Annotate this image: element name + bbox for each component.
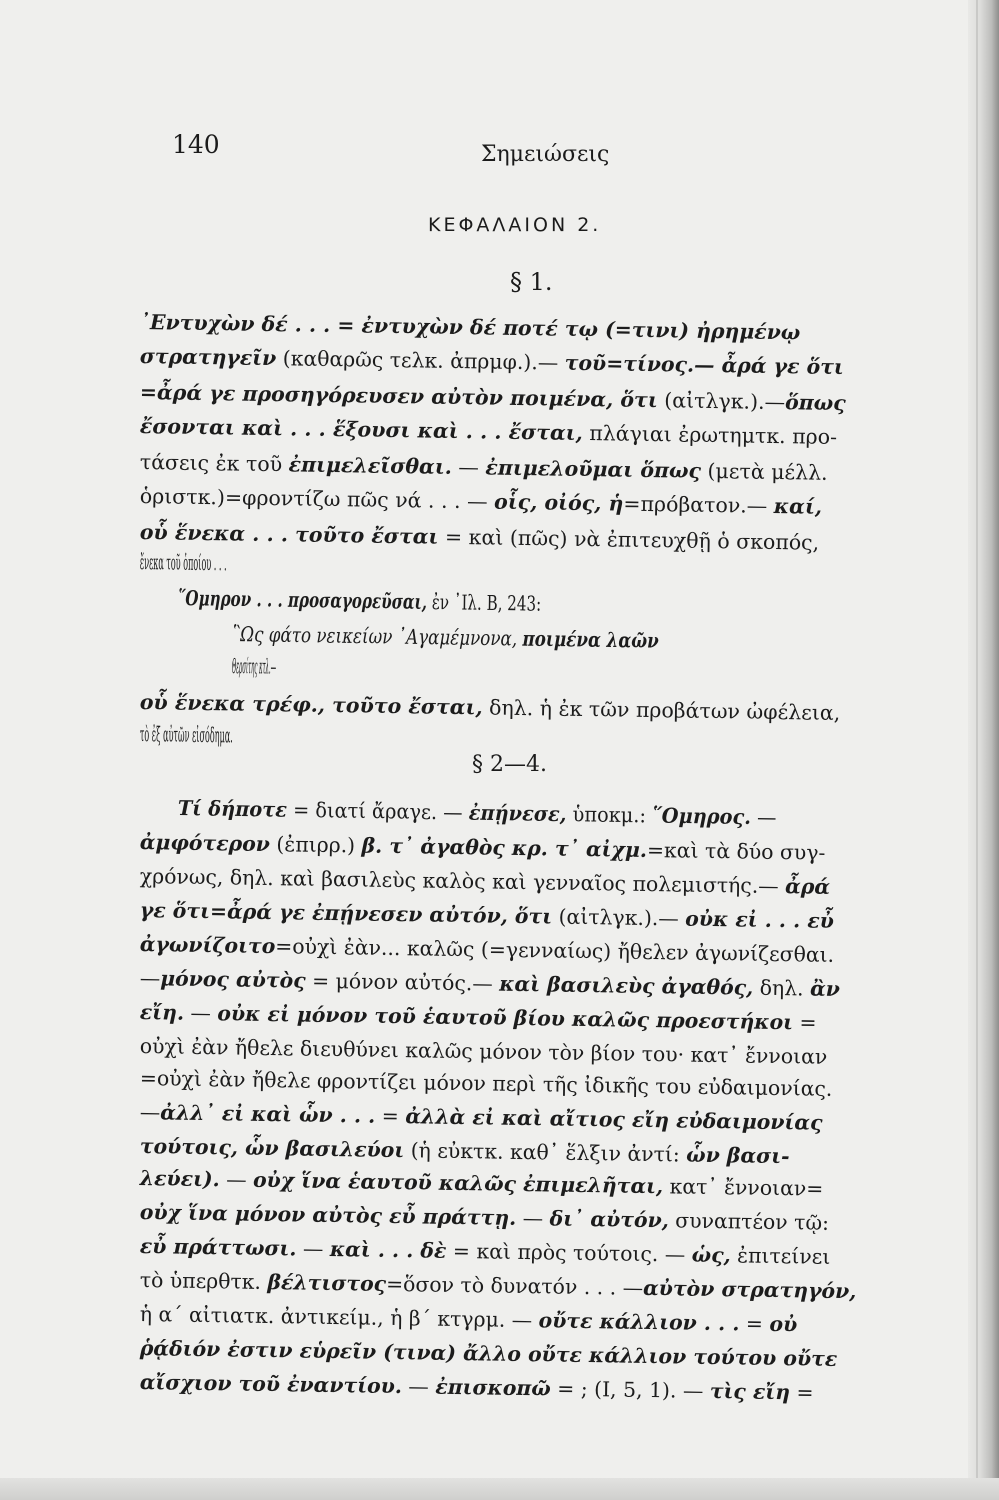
- quoted-verse: ῝Ως φάτο νεικείων ᾿Αγαμέμνονα,: [231, 622, 523, 651]
- text-line: [178, 588, 738, 617]
- bold-lemma: αἴσχιον τοῦ ἐναντίου.: [139, 1370, 403, 1399]
- bold-lemma: οἷς, οἰός, ἡ: [493, 489, 624, 516]
- bold-lemma: =ἆρά γε προσηγόρευσεν αὐτὸν ποιμένα, ὅτι: [139, 380, 658, 413]
- bold-lemma: δι᾿ αὐτόν,: [549, 1206, 669, 1233]
- text-line: [140, 1068, 896, 1100]
- note-text: οὐχὶ ἐὰν ἤθελε διευθύνει καλῶς μόνον τὸν βίον του· κατ᾿ ἔννοιαν: [139, 1034, 828, 1069]
- note-text: συναπτέον τῷ:: [668, 1208, 830, 1235]
- running-head: Σημειώσεις: [481, 142, 610, 167]
- quoted-verse: Θερσίτης κτλ.: [231, 654, 271, 679]
- note-text: (ἐπιρρ.): [269, 832, 362, 858]
- note-text: κατ᾿ ἔννοιαν=: [662, 1174, 824, 1201]
- text-line: [140, 552, 440, 577]
- note-text: τὸ ἐξ αὐτῶν εἰσόδημα.: [139, 722, 234, 748]
- note-text: —: [296, 1236, 331, 1261]
- note-text: ἐν ᾿Ιλ. Β, 243:: [426, 589, 542, 616]
- text-line: [140, 1036, 896, 1068]
- note-text: =πρόβατον.—: [623, 491, 774, 518]
- text-line: [140, 1002, 896, 1034]
- text-line: [178, 798, 894, 830]
- bold-lemma: καὶ . . . δὲ: [329, 1236, 447, 1263]
- text-line: [140, 1270, 896, 1302]
- bold-lemma: ἀμφότερον: [139, 830, 271, 857]
- note-text: δηλ. ἡ ἐκ τῶν προβάτων ὠφέλεια,: [482, 695, 841, 725]
- bold-lemma: οὐχ ἵνα μόνον αὐτὸς εὖ πράττῃ.: [139, 1200, 517, 1230]
- text-line: [140, 522, 900, 554]
- text-line: [140, 724, 440, 749]
- note-text: =ὅσον τὸ δυνατόν . . . —: [385, 1271, 644, 1300]
- note-text: τάσεις ἐκ τοῦ: [139, 450, 289, 477]
- bold-lemma: οὔτε κάλλιον . . .: [538, 1308, 740, 1336]
- note-text: = μόνον αὐτός.—: [305, 968, 500, 996]
- note-text: = καὶ (πῶς) νὰ ἐπιτευχθῇ ὁ σκοπός,: [438, 524, 820, 555]
- bold-lemma: οὗ ἕνεκα . . . τοῦτο ἔσται: [139, 520, 439, 549]
- bold-lemma: οὗ ἕνεκα τρέφ., τοῦτο ἔσται,: [139, 690, 483, 720]
- bold-lemma: ἐπιμελεῖσθαι.: [288, 452, 453, 479]
- bold-lemma: γε ὅτι=ἆρά γε ἐπῄνεσεν αὐτόν, ὅτι: [139, 898, 553, 929]
- note-text: —: [451, 454, 486, 480]
- note-text: ὁριστκ.)=φροντίζω πῶς νά . . . —: [139, 484, 495, 514]
- text-line: [140, 1304, 896, 1336]
- bold-lemma: αὐτὸν στρατηγόν,: [642, 1275, 857, 1304]
- bold-lemma: β. τ᾿ ἀγαθὸς κρ. τ᾿ αἰχμ.: [361, 833, 648, 862]
- note-text: —: [139, 1100, 161, 1125]
- note-text: (αἰτλγκ.).—: [551, 904, 686, 931]
- note-text: (μετὰ μέλλ.: [700, 458, 828, 485]
- bold-lemma: Τί δήποτε: [177, 796, 288, 822]
- note-text: —: [183, 1000, 218, 1026]
- note-text: =: [375, 1103, 406, 1129]
- text-line: [140, 968, 896, 1000]
- bold-lemma: στρατηγεῖν: [139, 344, 277, 371]
- note-text: =οὐχὶ ἐὰν... καλῶς (=γενναίως) ἤθελεν ἀγωνίζεσθαι.: [275, 934, 835, 967]
- bold-lemma: ἐπιμελοῦμαι ὅπως: [485, 455, 702, 483]
- bold-lemma: ἂν: [809, 976, 841, 1001]
- note-text: —: [401, 1374, 436, 1399]
- bold-lemma: οὐκ εἰ . . . εὖ: [685, 906, 835, 933]
- text-line: [140, 1202, 896, 1234]
- note-text: =: [792, 1010, 817, 1035]
- note-text: (αἰτλγκ.).—: [657, 388, 786, 415]
- bold-lemma: βέλτιστος: [267, 1270, 387, 1296]
- note-text: χρόνως, δηλ. καὶ βασιλεὺς καλὸς καὶ γενναῖος πολεμιστής.—: [139, 864, 786, 899]
- text-line: [140, 866, 896, 898]
- bold-lemma: ἆρά: [784, 874, 831, 899]
- text-line: [140, 312, 896, 344]
- page-number: 140: [172, 130, 220, 159]
- text-line: [140, 832, 896, 864]
- note-text: ἐπιτείνει: [730, 1243, 831, 1269]
- bold-lemma: ἀλλὰ εἰ καὶ αἴτιος εἴη εὐδαιμονίας: [405, 1104, 823, 1135]
- chapter-heading: ΚΕΦΑΛΑΙΟΝ 2.: [428, 214, 602, 236]
- bold-lemma: οὐχ ἵνα ἑαυτοῦ καλῶς ἐπιμελῆται,: [252, 1167, 664, 1199]
- note-text: =καὶ τὰ δύο συγ-: [646, 837, 826, 865]
- section-heading-2-4: § 2—4.: [472, 752, 547, 777]
- bold-lemma: ἔσονται καὶ . . . ἕξουσι καὶ . . . ἔσται,: [139, 414, 583, 445]
- note-text: ἡ α´ αἰτιατκ. ἀντικείμ., ἡ β´ κτγρμ. —: [139, 1302, 539, 1333]
- text-line: [140, 934, 896, 966]
- bold-lemma: μόνος αὐτὸς: [160, 966, 306, 993]
- bold-lemma: ῞Ομηρος.: [651, 803, 752, 830]
- note-text: —: [270, 654, 277, 679]
- bold-lemma: εἴη.: [139, 1000, 185, 1025]
- note-text: —: [219, 1167, 254, 1192]
- note-text: =: [789, 1380, 814, 1405]
- note-text: (ἡ εὐκτκ. καθ᾿ ἕλξιν ἀντί:: [404, 1138, 687, 1167]
- text-line: [140, 452, 900, 484]
- note-text: τὸ ὑπερθτκ.: [139, 1268, 268, 1295]
- note-text: —: [139, 966, 161, 991]
- bold-lemma: ἐπισκοπῶ: [435, 1374, 551, 1401]
- bold-lemma: ᾿Εντυχὼν δέ . . . = ἐντυχὼν δέ ποτέ τῳ (=τινι) ἠρημένῳ: [139, 310, 801, 345]
- bold-lemma: καὶ βασιλεὺς ἀγαθός,: [499, 971, 754, 1000]
- text-line: [140, 1236, 896, 1268]
- section-heading-1: § 1.: [510, 268, 553, 296]
- bold-lemma: λεύει).: [139, 1166, 220, 1192]
- bold-lemma: τοῦ=τίνος.— ἆρά γε ὅτι: [564, 350, 844, 380]
- text-line: [140, 1102, 896, 1134]
- note-text: —: [750, 805, 777, 830]
- bold-lemma: ὡς,: [691, 1242, 731, 1268]
- text-line: [140, 900, 896, 932]
- note-text: ἕνεκα τοῦ ὁποίου . . .: [139, 550, 227, 576]
- text-line: [140, 486, 900, 518]
- note-text: =οὐχὶ ἐὰν ἤθελε φροντίζει μόνον περὶ τῆς ἰδικῆς του εὐδαιμονίας.: [139, 1066, 833, 1101]
- text-line: [140, 692, 900, 724]
- text-line: [140, 1338, 896, 1370]
- note-text: ὑποκμ.:: [566, 802, 653, 828]
- bold-lemma: οὐκ εἰ μόνον τοῦ ἑαυτοῦ βίου καλῶς προεστήκοι: [217, 1001, 794, 1035]
- note-text: πλάγιαι ἐρωτημτκ. προ-: [582, 420, 838, 449]
- bold-lemma: εὖ πράττωσι.: [139, 1234, 297, 1261]
- text-line: [232, 624, 852, 654]
- bold-lemma: τούτοις, ὧν βασιλεύοι: [139, 1134, 405, 1163]
- note-text: —: [516, 1205, 550, 1231]
- bold-lemma: ἐπῄνεσε,: [468, 800, 567, 827]
- text-line: [140, 1168, 896, 1200]
- bold-lemma: ῥᾴδιόν ἐστιν εὑρεῖν (τινα) ἄλλο οὔτε κάλλιον τούτου οὔτε: [139, 1336, 838, 1371]
- text-line: [140, 346, 896, 378]
- note-text: δηλ.: [753, 975, 811, 1001]
- text-line: [140, 1136, 896, 1168]
- bold-lemma: ῞Ομηρον . . . προσαγορεῦσαι,: [177, 586, 428, 614]
- note-text: = διατί ἄραγε. —: [286, 797, 469, 825]
- bold-lemma: ποιμένα λαῶν: [522, 626, 659, 653]
- bold-lemma: ἀγωνίζοιτο: [139, 932, 276, 959]
- text-line: [140, 382, 900, 414]
- text-line: [140, 1372, 896, 1404]
- bold-lemma: τὶς εἴη: [709, 1378, 791, 1405]
- bold-lemma: καί,: [773, 493, 823, 519]
- note-text: =: [739, 1311, 770, 1336]
- note-text: = καὶ πρὸς τούτοις. —: [446, 1238, 692, 1267]
- note-text: = ; (I, 5, 1). —: [550, 1376, 711, 1403]
- note-text: (καθαρῶς τελκ. ἀπρμφ.).—: [276, 346, 565, 375]
- text-line: [140, 416, 900, 448]
- text-line: [232, 656, 432, 680]
- bold-lemma: ἀλλ᾿ εἰ καὶ ὧν . . .: [160, 1100, 376, 1128]
- bold-lemma: ὧν βασι-: [686, 1142, 790, 1169]
- bold-lemma: οὐ: [769, 1311, 798, 1337]
- bold-lemma: ὅπως: [784, 390, 846, 416]
